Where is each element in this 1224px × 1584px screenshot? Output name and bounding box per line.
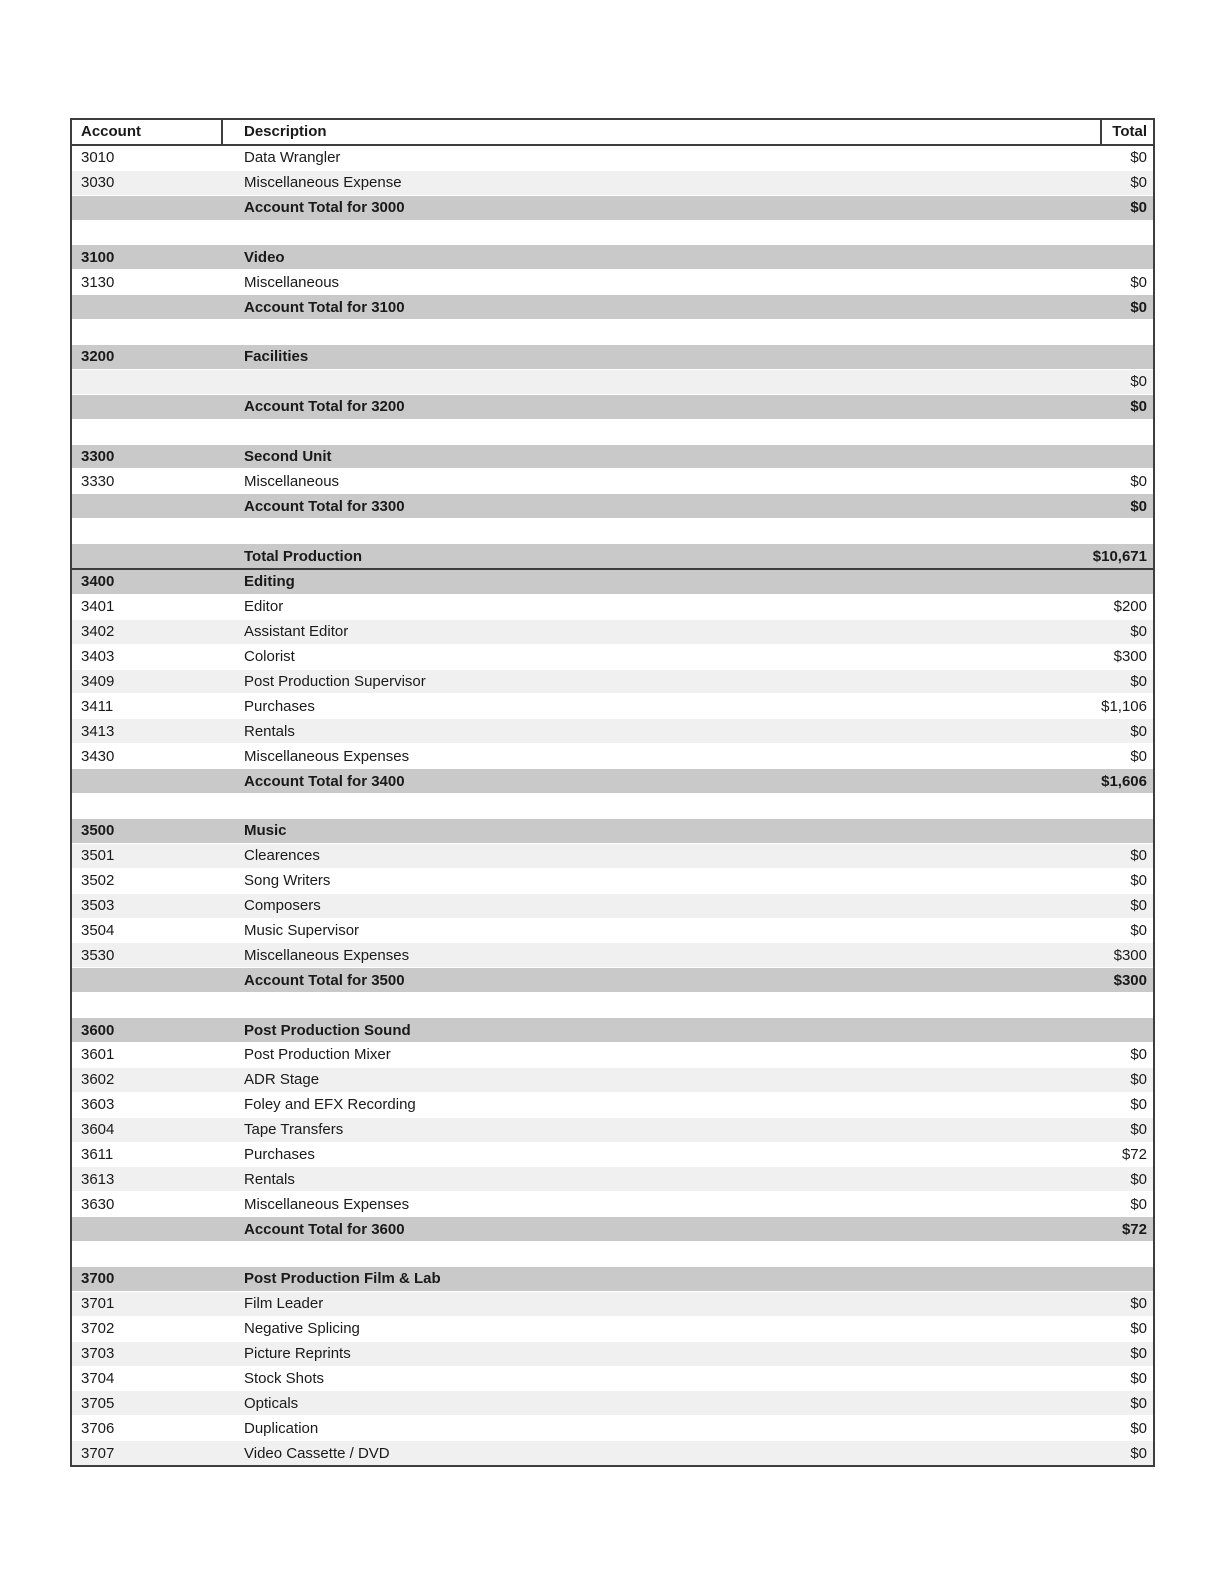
- description-cell: Video Cassette / DVD: [222, 1441, 922, 1466]
- total-cell: $0: [922, 270, 1154, 295]
- account-cell: [71, 220, 222, 245]
- description-cell: Purchases: [222, 694, 922, 719]
- account-cell: 3200: [71, 345, 222, 370]
- total-cell: $0: [922, 744, 1154, 769]
- table-row: [71, 1441, 1154, 1466]
- total-cell: [922, 818, 1154, 843]
- account-cell: 3603: [71, 1092, 222, 1117]
- total-cell: $0: [922, 1192, 1154, 1217]
- account-cell: [71, 295, 222, 320]
- account-cell: [71, 494, 222, 519]
- total-cell: [922, 1266, 1154, 1291]
- total-cell: [922, 245, 1154, 270]
- table-row: [71, 145, 1154, 170]
- column-header-total: Total: [922, 119, 1154, 145]
- table-row: [71, 1266, 1154, 1291]
- total-cell: $0: [922, 494, 1154, 519]
- account-cell: [71, 519, 222, 544]
- description-cell: [222, 519, 922, 544]
- description-cell: Clearences: [222, 843, 922, 868]
- table-row: [71, 1291, 1154, 1316]
- table-row: [71, 569, 1154, 594]
- table-row: [71, 644, 1154, 669]
- table-row: [71, 1142, 1154, 1167]
- account-cell: 3130: [71, 270, 222, 295]
- total-cell: [922, 345, 1154, 370]
- description-cell: Duplication: [222, 1416, 922, 1441]
- account-cell: 3100: [71, 245, 222, 270]
- description-cell: Rentals: [222, 1167, 922, 1192]
- table-row: [71, 1117, 1154, 1142]
- total-cell: $200: [922, 594, 1154, 619]
- description-cell: Account Total for 3500: [222, 968, 922, 993]
- account-cell: 3010: [71, 145, 222, 170]
- total-cell: $0: [922, 145, 1154, 170]
- account-cell: 3401: [71, 594, 222, 619]
- table-row: [71, 769, 1154, 794]
- total-cell: $0: [922, 394, 1154, 419]
- total-cell: $300: [922, 644, 1154, 669]
- account-cell: 3300: [71, 444, 222, 469]
- account-cell: [71, 394, 222, 419]
- account-cell: 3500: [71, 818, 222, 843]
- table-row: [71, 469, 1154, 494]
- table-row: [71, 195, 1154, 220]
- table-row: [71, 519, 1154, 544]
- total-cell: $10,671: [922, 544, 1154, 569]
- total-cell: [922, 444, 1154, 469]
- table-row: [71, 270, 1154, 295]
- description-cell: Miscellaneous Expenses: [222, 1192, 922, 1217]
- account-cell: [71, 794, 222, 819]
- account-cell: [71, 769, 222, 794]
- table-row: [71, 818, 1154, 843]
- account-cell: 3502: [71, 868, 222, 893]
- total-cell: $0: [922, 1441, 1154, 1466]
- description-cell: Facilities: [222, 345, 922, 370]
- table-row: [71, 295, 1154, 320]
- total-cell: $0: [922, 1341, 1154, 1366]
- table-row: [71, 744, 1154, 769]
- account-cell: 3411: [71, 694, 222, 719]
- table-row: [71, 1316, 1154, 1341]
- total-cell: $0: [922, 170, 1154, 195]
- table-row: [71, 220, 1154, 245]
- description-cell: Post Production Film & Lab: [222, 1266, 922, 1291]
- account-cell: 3409: [71, 669, 222, 694]
- table-row: [71, 1366, 1154, 1391]
- table-row: [71, 394, 1154, 419]
- account-cell: [71, 369, 222, 394]
- account-cell: [71, 544, 222, 569]
- table-body: [71, 145, 1154, 1466]
- table-row: [71, 1018, 1154, 1043]
- description-cell: [222, 993, 922, 1018]
- description-cell: Post Production Supervisor: [222, 669, 922, 694]
- total-cell: $0: [922, 1117, 1154, 1142]
- table-row: [71, 345, 1154, 370]
- account-cell: 3430: [71, 744, 222, 769]
- account-cell: 3330: [71, 469, 222, 494]
- description-cell: Rentals: [222, 719, 922, 744]
- account-cell: 3413: [71, 719, 222, 744]
- description-cell: Second Unit: [222, 444, 922, 469]
- account-cell: 3601: [71, 1042, 222, 1067]
- total-cell: $0: [922, 469, 1154, 494]
- total-cell: $0: [922, 1366, 1154, 1391]
- table-row: [71, 494, 1154, 519]
- account-cell: 3704: [71, 1366, 222, 1391]
- table-row: [71, 594, 1154, 619]
- header-column-divider: [221, 120, 223, 144]
- description-cell: Tape Transfers: [222, 1117, 922, 1142]
- total-cell: $0: [922, 893, 1154, 918]
- description-cell: Editor: [222, 594, 922, 619]
- table-row: [71, 170, 1154, 195]
- total-cell: $1,106: [922, 694, 1154, 719]
- description-cell: Song Writers: [222, 868, 922, 893]
- total-cell: $0: [922, 843, 1154, 868]
- description-cell: Opticals: [222, 1391, 922, 1416]
- description-cell: Composers: [222, 893, 922, 918]
- budget-table: [70, 118, 1155, 1467]
- account-cell: 3503: [71, 893, 222, 918]
- total-cell: $0: [922, 719, 1154, 744]
- table-row: [71, 843, 1154, 868]
- description-cell: Miscellaneous Expenses: [222, 744, 922, 769]
- total-cell: [922, 320, 1154, 345]
- description-cell: Account Total for 3400: [222, 769, 922, 794]
- table-row: [71, 794, 1154, 819]
- account-cell: 3630: [71, 1192, 222, 1217]
- table-row: [71, 619, 1154, 644]
- total-cell: $0: [922, 1291, 1154, 1316]
- description-cell: Music: [222, 818, 922, 843]
- total-cell: $0: [922, 195, 1154, 220]
- description-cell: Data Wrangler: [222, 145, 922, 170]
- total-cell: [922, 1242, 1154, 1267]
- description-cell: Post Production Sound: [222, 1018, 922, 1043]
- description-cell: Miscellaneous Expense: [222, 170, 922, 195]
- table-row: [71, 1391, 1154, 1416]
- description-cell: Foley and EFX Recording: [222, 1092, 922, 1117]
- account-cell: 3501: [71, 843, 222, 868]
- description-cell: Music Supervisor: [222, 918, 922, 943]
- total-cell: $0: [922, 918, 1154, 943]
- description-cell: Account Total for 3200: [222, 394, 922, 419]
- total-cell: $0: [922, 1416, 1154, 1441]
- description-cell: ADR Stage: [222, 1067, 922, 1092]
- table-row: [71, 1192, 1154, 1217]
- header-column-divider: [1100, 120, 1102, 144]
- description-cell: [222, 369, 922, 394]
- account-cell: 3602: [71, 1067, 222, 1092]
- account-cell: 3600: [71, 1018, 222, 1043]
- table-row: [71, 993, 1154, 1018]
- description-cell: Stock Shots: [222, 1366, 922, 1391]
- total-cell: [922, 794, 1154, 819]
- total-cell: [922, 519, 1154, 544]
- account-cell: 3613: [71, 1167, 222, 1192]
- table-row: [71, 719, 1154, 744]
- account-cell: 3700: [71, 1266, 222, 1291]
- description-cell: Negative Splicing: [222, 1316, 922, 1341]
- account-cell: [71, 320, 222, 345]
- total-cell: $0: [922, 369, 1154, 394]
- description-cell: Account Total for 3300: [222, 494, 922, 519]
- description-cell: Miscellaneous: [222, 469, 922, 494]
- table-row: [71, 1242, 1154, 1267]
- total-cell: $0: [922, 1316, 1154, 1341]
- description-cell: [222, 320, 922, 345]
- description-cell: Colorist: [222, 644, 922, 669]
- budget-table-container: [70, 118, 1153, 1467]
- table-row: [71, 1217, 1154, 1242]
- table-row: [71, 1067, 1154, 1092]
- description-cell: [222, 1242, 922, 1267]
- account-cell: 3604: [71, 1117, 222, 1142]
- total-cell: [922, 569, 1154, 594]
- total-cell: [922, 1018, 1154, 1043]
- account-cell: 3530: [71, 943, 222, 968]
- total-cell: $72: [922, 1142, 1154, 1167]
- table-row: [71, 320, 1154, 345]
- table-row: [71, 893, 1154, 918]
- account-cell: [71, 195, 222, 220]
- account-cell: 3707: [71, 1441, 222, 1466]
- account-cell: [71, 993, 222, 1018]
- total-cell: $0: [922, 868, 1154, 893]
- description-cell: Total Production: [222, 544, 922, 569]
- table-row: [71, 968, 1154, 993]
- account-cell: [71, 1242, 222, 1267]
- table-row: [71, 444, 1154, 469]
- table-row: [71, 1167, 1154, 1192]
- description-cell: [222, 220, 922, 245]
- description-cell: Assistant Editor: [222, 619, 922, 644]
- total-cell: [922, 419, 1154, 444]
- account-cell: 3030: [71, 170, 222, 195]
- description-cell: Account Total for 3600: [222, 1217, 922, 1242]
- description-cell: Picture Reprints: [222, 1341, 922, 1366]
- description-cell: Account Total for 3100: [222, 295, 922, 320]
- table-row: [71, 1042, 1154, 1067]
- total-cell: $0: [922, 1067, 1154, 1092]
- account-cell: 3611: [71, 1142, 222, 1167]
- description-cell: Purchases: [222, 1142, 922, 1167]
- account-cell: 3702: [71, 1316, 222, 1341]
- table-row: [71, 245, 1154, 270]
- account-cell: 3705: [71, 1391, 222, 1416]
- account-cell: 3400: [71, 569, 222, 594]
- account-cell: 3402: [71, 619, 222, 644]
- account-cell: 3703: [71, 1341, 222, 1366]
- description-cell: Film Leader: [222, 1291, 922, 1316]
- table-row: [71, 1416, 1154, 1441]
- account-cell: [71, 968, 222, 993]
- total-cell: [922, 220, 1154, 245]
- total-cell: $300: [922, 968, 1154, 993]
- description-cell: Miscellaneous: [222, 270, 922, 295]
- table-row: [71, 1341, 1154, 1366]
- column-header-account: Account: [71, 119, 222, 145]
- description-cell: Account Total for 3000: [222, 195, 922, 220]
- table-row: [71, 369, 1154, 394]
- total-cell: $0: [922, 619, 1154, 644]
- table-row: [71, 1092, 1154, 1117]
- description-cell: Video: [222, 245, 922, 270]
- column-header-description: Description: [222, 119, 922, 145]
- description-cell: Post Production Mixer: [222, 1042, 922, 1067]
- table-row: [71, 868, 1154, 893]
- account-cell: [71, 419, 222, 444]
- account-cell: 3403: [71, 644, 222, 669]
- description-cell: [222, 419, 922, 444]
- table-row: [71, 669, 1154, 694]
- total-cell: $0: [922, 1042, 1154, 1067]
- table-header-row: [71, 119, 1154, 145]
- account-cell: 3701: [71, 1291, 222, 1316]
- total-cell: $300: [922, 943, 1154, 968]
- account-cell: 3706: [71, 1416, 222, 1441]
- total-cell: [922, 993, 1154, 1018]
- total-cell: $0: [922, 669, 1154, 694]
- description-cell: Editing: [222, 569, 922, 594]
- total-cell: $0: [922, 295, 1154, 320]
- total-cell: $0: [922, 1391, 1154, 1416]
- table-row: [71, 694, 1154, 719]
- description-cell: [222, 794, 922, 819]
- table-row: [71, 943, 1154, 968]
- total-cell: $72: [922, 1217, 1154, 1242]
- description-cell: Miscellaneous Expenses: [222, 943, 922, 968]
- total-cell: $1,606: [922, 769, 1154, 794]
- total-cell: $0: [922, 1167, 1154, 1192]
- total-cell: $0: [922, 1092, 1154, 1117]
- account-cell: 3504: [71, 918, 222, 943]
- table-row: [71, 419, 1154, 444]
- table-row: [71, 918, 1154, 943]
- account-cell: [71, 1217, 222, 1242]
- table-row: [71, 544, 1154, 569]
